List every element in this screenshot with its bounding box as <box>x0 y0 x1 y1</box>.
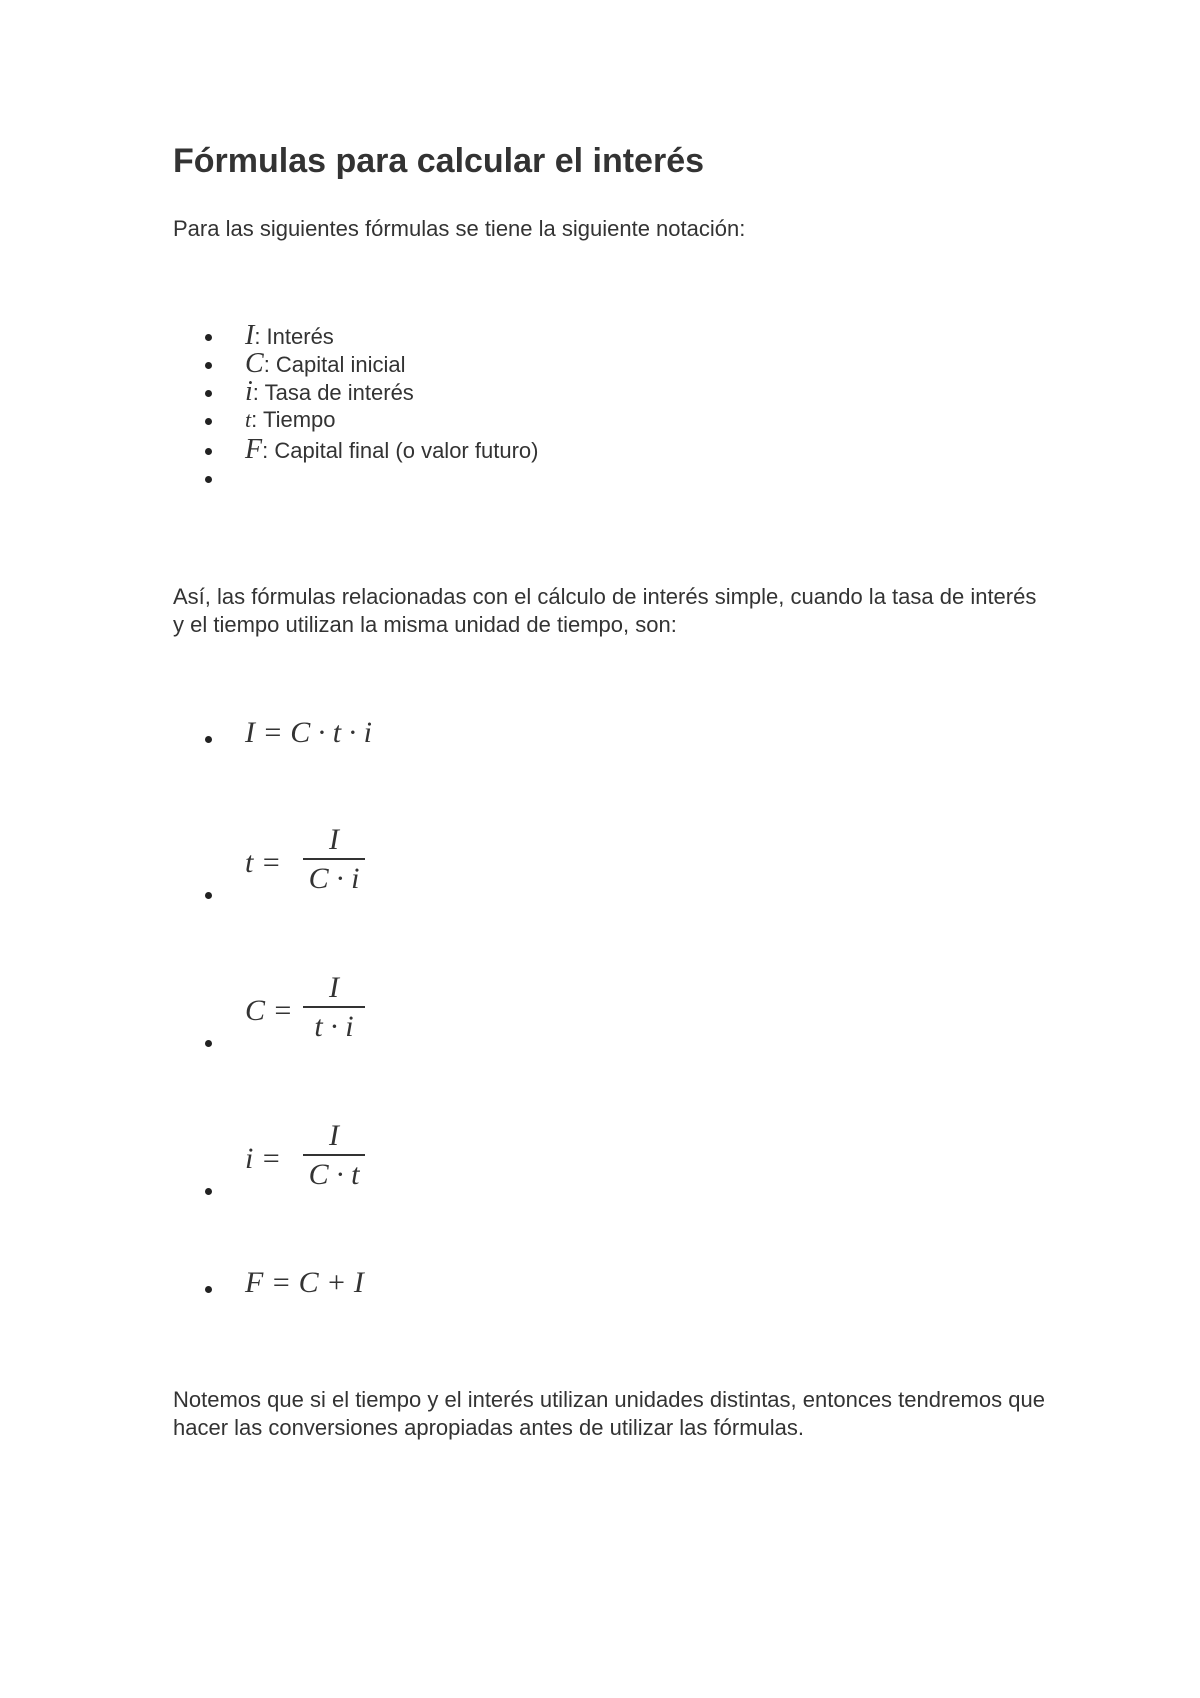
bullet-icon <box>205 1040 212 1047</box>
symbol-I: I <box>245 320 255 351</box>
fraction-denominator: C · t <box>308 1158 360 1191</box>
bullet-icon <box>205 476 212 483</box>
formula-t <box>245 822 545 902</box>
notation-item-tiempo <box>173 406 873 434</box>
bullet-icon <box>205 448 212 455</box>
notation-item-interes <box>173 322 873 350</box>
notation-item-capital-inicial <box>173 350 873 378</box>
formula-final-capital <box>173 1266 873 1306</box>
simple-interest-paragraph: Así, las fórmulas relacionadas con el cálculo de interés simple, cuando la tasa de interés y el tiempo utilizan la misma unidad de tiempo, son: <box>173 584 1037 637</box>
notation-item-tasa <box>173 378 873 406</box>
bullet-icon <box>205 892 212 899</box>
formula-F: F = C + I <box>245 1266 364 1299</box>
page-title: Fórmulas para calcular el interés <box>173 142 705 180</box>
formula-time <box>173 822 873 912</box>
bullet-icon <box>205 1188 212 1195</box>
notation-label: : Capital final (o valor futuro) <box>262 438 539 463</box>
formula-interest <box>173 716 873 756</box>
notation-label: : Interés <box>254 324 334 349</box>
notation-label: : Capital inicial <box>263 352 406 377</box>
formula-I: I = C · t · i <box>245 716 372 749</box>
formula-i <box>245 1118 545 1198</box>
bullet-icon <box>205 390 212 397</box>
formula-lhs: i = <box>245 1142 282 1175</box>
symbol-t: t <box>245 407 252 432</box>
fraction-denominator: t · i <box>314 1010 354 1043</box>
conversion-note-paragraph: Notemos que si el tiempo y el interés utilizan unidades distintas, entonces tendremos que hacer las conversiones apropiadas antes de utilizar las fórmulas. <box>173 1387 1045 1440</box>
formula-lhs: t = <box>245 846 282 879</box>
fraction <box>303 822 365 898</box>
bullet-icon <box>205 334 212 341</box>
fraction <box>303 1118 365 1194</box>
symbol-i: i <box>245 376 253 407</box>
formula-lhs: C = <box>245 994 293 1027</box>
fraction-numerator: I <box>329 971 339 1004</box>
fraction-numerator: I <box>329 1119 339 1152</box>
formula-rate <box>173 1118 873 1208</box>
bullet-icon <box>205 362 212 369</box>
fraction-denominator: C · i <box>308 862 360 895</box>
formula-C <box>245 970 545 1050</box>
intro-text: Para las siguientes fórmulas se tiene la siguiente notación: <box>173 216 746 241</box>
symbol-F: F <box>245 434 263 465</box>
bullet-icon <box>205 418 212 425</box>
formula-capital <box>173 970 873 1060</box>
notation-label: : Tasa de interés <box>252 380 414 405</box>
bullet-icon <box>205 736 212 743</box>
bullet-icon <box>205 1286 212 1293</box>
notation-item-empty <box>173 468 873 496</box>
notation-label: : Tiempo <box>251 407 336 432</box>
symbol-C: C <box>245 348 264 379</box>
fraction <box>303 970 365 1046</box>
notation-item-capital-final <box>173 436 873 464</box>
fraction-numerator: I <box>329 823 339 856</box>
